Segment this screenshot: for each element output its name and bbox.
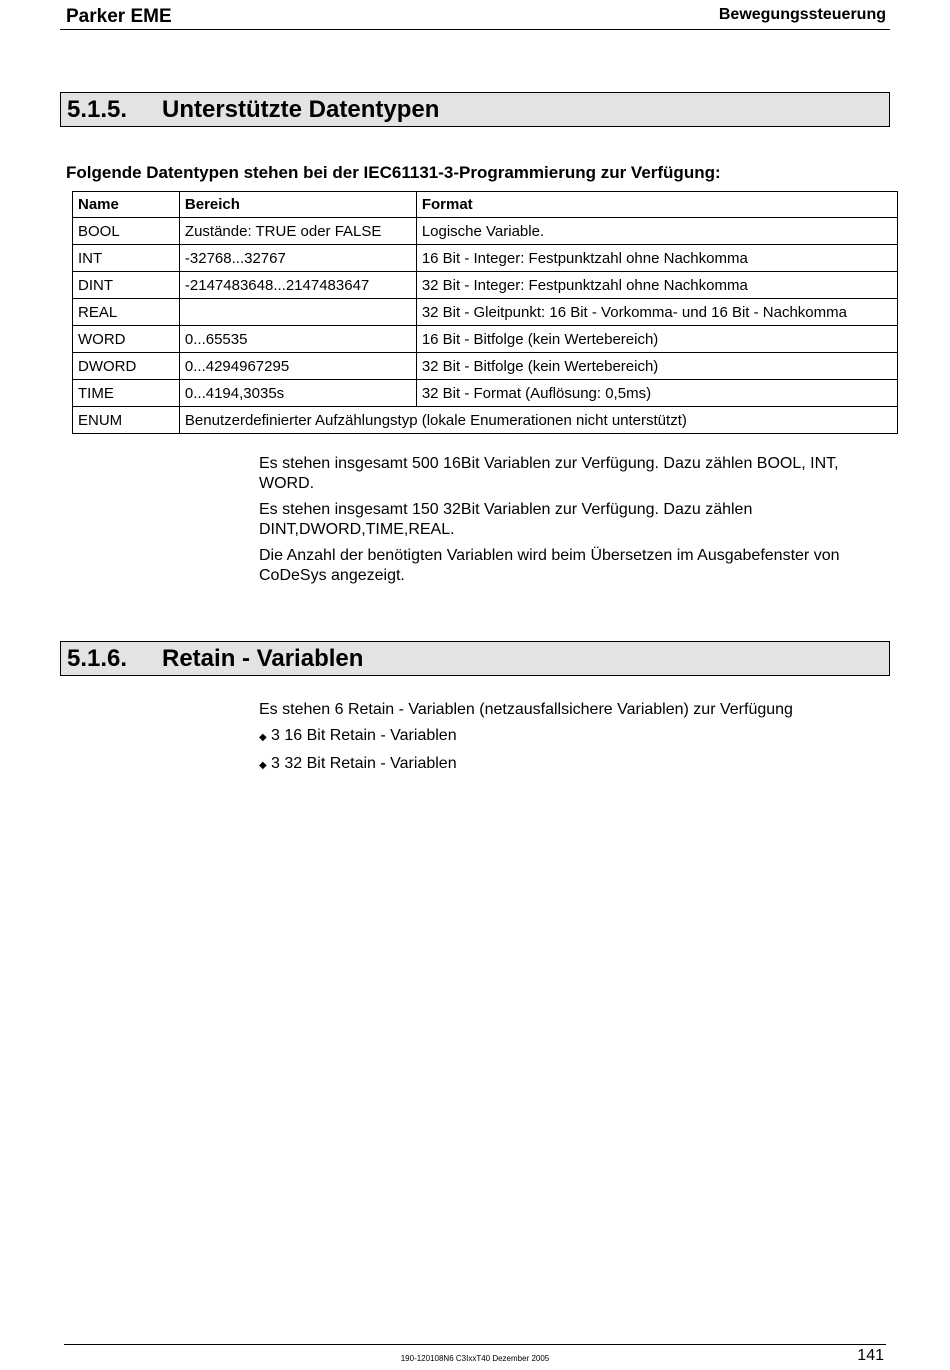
table-row	[73, 299, 898, 326]
type-format: 32 Bit - Bitfolge (kein Wertebereich)	[416, 353, 897, 380]
table-row	[73, 407, 898, 434]
type-range: -32768...32767	[179, 245, 416, 272]
header-section: Bewegungssteuerung	[718, 6, 886, 23]
footer-divider	[64, 1344, 886, 1345]
list-item-text: 3 16 Bit Retain - Variablen	[271, 727, 457, 744]
section-number: 5.1.6.	[67, 645, 128, 672]
type-format: Logische Variable.	[416, 218, 897, 245]
retain-text: Es stehen 6 Retain - Variablen (netzausfallsichere Variablen) zur Verfügung	[259, 701, 793, 718]
type-description: Benutzerdefinierter Aufzählungstyp (lokale Enumerationen nicht unterstützt)	[179, 407, 897, 434]
section-number: 5.1.5.	[67, 96, 128, 123]
section-title: Unterstützte Datentypen	[162, 96, 440, 123]
section-heading-retain	[60, 641, 890, 676]
table-row	[73, 380, 898, 407]
type-name: TIME	[73, 380, 180, 407]
column-header: Name	[73, 192, 180, 218]
type-name: BOOL	[73, 218, 180, 245]
header-title: Parker EME	[66, 6, 172, 27]
column-header: Format	[416, 192, 897, 218]
type-format: 32 Bit - Format (Auflösung: 0,5ms)	[416, 380, 897, 407]
type-range	[179, 299, 416, 326]
diamond-bullet-icon: ◆	[259, 760, 267, 771]
type-name: REAL	[73, 299, 180, 326]
variable-notes	[259, 454, 889, 592]
list-item	[259, 726, 889, 748]
note-32bit: Es stehen insgesamt 150 32Bit Variablen zur Verfügung. Dazu zählen DINT,DWORD,TIME,REAL.	[259, 501, 753, 538]
type-name: DWORD	[73, 353, 180, 380]
type-name: WORD	[73, 326, 180, 353]
type-range: 0...4194,3035s	[179, 380, 416, 407]
diamond-bullet-icon: ◆	[259, 732, 267, 743]
type-range: 0...65535	[179, 326, 416, 353]
table-header-row	[73, 192, 898, 218]
type-format: 32 Bit - Integer: Festpunktzahl ohne Nachkomma	[416, 272, 897, 299]
header-divider	[60, 29, 890, 30]
intro-text: Folgende Datentypen stehen bei der IEC61131-3-Programmierung zur Verfügung:	[66, 163, 721, 182]
type-format: 16 Bit - Bitfolge (kein Wertebereich)	[416, 326, 897, 353]
table-row	[73, 245, 898, 272]
list-item	[259, 754, 889, 776]
type-name: INT	[73, 245, 180, 272]
table-row	[73, 326, 898, 353]
retain-content	[259, 700, 889, 782]
type-name: ENUM	[73, 407, 180, 434]
table-row	[73, 218, 898, 245]
type-format: 32 Bit - Gleitpunkt: 16 Bit - Vorkomma- und 16 Bit - Nachkomma	[416, 299, 897, 326]
section-heading-datatypes	[60, 92, 890, 127]
note-codesys: Die Anzahl der benötigten Variablen wird beim Übersetzen im Ausgabefenster von CoDeSys angezeigt.	[259, 547, 840, 584]
column-header: Bereich	[179, 192, 416, 218]
list-item-text: 3 32 Bit Retain - Variablen	[271, 755, 457, 772]
datatype-table	[72, 191, 898, 434]
note-16bit: Es stehen insgesamt 500 16Bit Variablen zur Verfügung. Dazu zählen BOOL, INT, WORD.	[259, 455, 839, 492]
table-row	[73, 272, 898, 299]
type-format: 16 Bit - Integer: Festpunktzahl ohne Nachkomma	[416, 245, 897, 272]
type-range: -2147483648...2147483647	[179, 272, 416, 299]
type-range: 0...4294967295	[179, 353, 416, 380]
table-row	[73, 353, 898, 380]
page-number: 141	[857, 1347, 884, 1364]
footer-document-id: 190-120108N6 C3IxxT40 Dezember 2005	[400, 1354, 550, 1363]
type-name: DINT	[73, 272, 180, 299]
type-range: Zustände: TRUE oder FALSE	[179, 218, 416, 245]
section-title: Retain - Variablen	[162, 645, 364, 672]
